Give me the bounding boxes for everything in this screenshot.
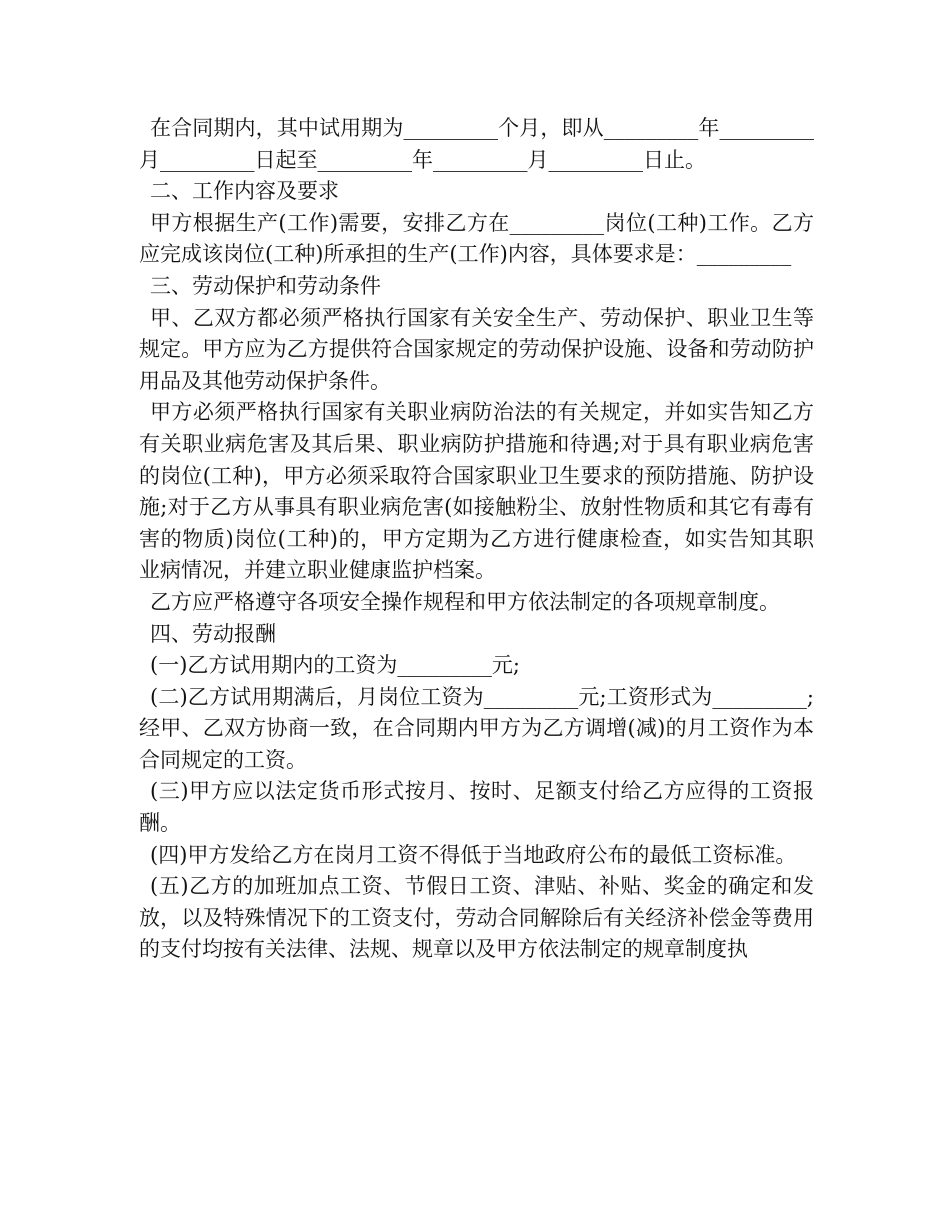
probation-wage-item: (一)乙方试用期内的工资为_________元; (150, 653, 520, 678)
post-probation-wage-item: (二)乙方试用期满后，月岗位工资为_________元;工资形式为_________;经甲、乙双方协商一致，在合同期内甲方为乙方调增(减)的月工资作为本合同规定的工资。 (139, 684, 814, 772)
safety-regulations-paragraph: 甲、乙双方都必须严格执行国家有关安全生产、劳动保护、职业卫生等规定。甲方应为乙方提供符合国家规定的劳动保护设施、设备和劳动防护用品及其他劳动保护条件。 (139, 305, 814, 393)
safety-compliance-paragraph: 乙方应严格遵守各项安全操作规程和甲方依法制定的各项规章制度。 (150, 589, 780, 614)
occupational-disease-paragraph: 甲方必须严格执行国家有关职业病防治法的有关规定，并如实告知乙方有关职业病危害及其后果、职业病防护措施和待遇;对于具有职业病危害的岗位(工种)，甲方必须采取符合国家职业卫生要求的预防措施、防护设施;对于乙方从事具有职业病危害(如接触粉尘、放射性物质和其它有毒有害的物质)岗位(工种)的，甲方定期为乙方进行健康检查，如实告知其职业病情况，并建立职业健康监护档案。 (139, 400, 814, 583)
section-heading-job-content: 二、工作内容及要求 (150, 179, 339, 204)
section-heading-labor-protection: 三、劳动保护和劳动条件 (150, 273, 381, 298)
payment-method-item: (三)甲方应以法定货币形式按月、按时、足额支付给乙方应得的工资报酬。 (139, 779, 814, 836)
section-heading-remuneration: 四、劳动报酬 (150, 621, 276, 646)
minimum-wage-item: (四)甲方发给乙方在岗月工资不得低于当地政府公布的最低工资标准。 (150, 842, 797, 867)
probation-period-paragraph: 在合同期内，其中试用期为_________个月，即从_________年_________月_________日起至_________年_________月_________日止。 (139, 116, 814, 172)
job-requirements-paragraph: 甲方根据生产(工作)需要，安排乙方在_________岗位(工种)工作。乙方应完成该岗位(工种)所承担的生产(工作)内容，具体要求是：_________ (139, 210, 814, 267)
overtime-pay-item: (五)乙方的加班加点工资、节假日工资、津贴、补贴、奖金的确定和发放，以及特殊情况下的工资支付，劳动合同解除后有关经济补偿金等费用的支付均按有关法律、法规、规章以及甲方依法制定的规章制度执 (139, 874, 814, 962)
document-body (139, 113, 814, 966)
